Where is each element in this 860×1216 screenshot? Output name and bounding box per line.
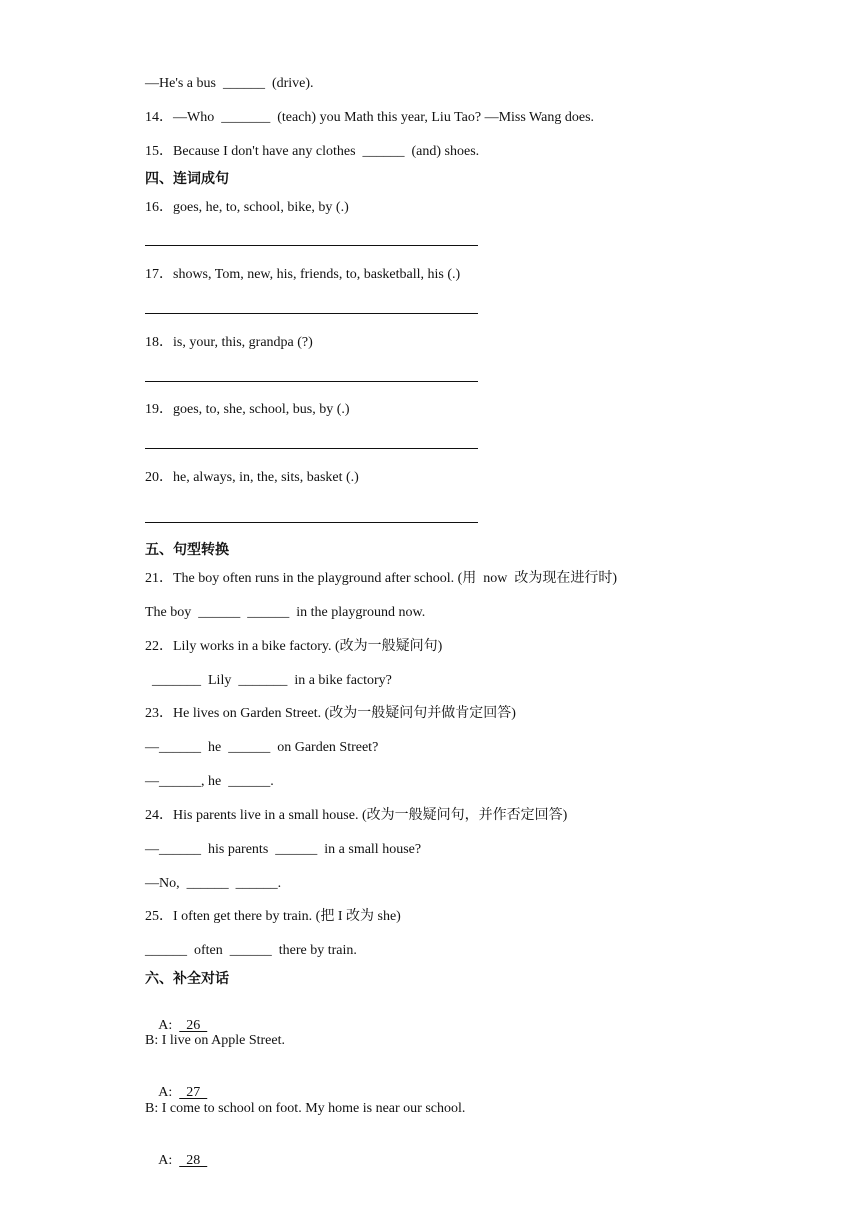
- dialogue-b-1: B: I live on Apple Street.: [145, 1033, 285, 1048]
- question-25: 25．I often get there by train. (把 I 改为 she): [145, 909, 401, 924]
- dialogue-b-2: B: I come to school on foot. My home is near our school.: [145, 1101, 466, 1116]
- question-23-answer-reply: —______, he ______.: [145, 774, 274, 789]
- question-21: 21．The boy often runs in the playground after school. (用 now 改为现在进行时): [145, 571, 618, 586]
- speaker-a-label: A:: [158, 1085, 173, 1100]
- question-24-answer-reply: —No, ______ ______.: [145, 876, 282, 891]
- question-22-answer: _______ Lily _______ in a bike factory?: [145, 673, 392, 688]
- question-20: 20．he, always, in, the, sits, basket (.): [145, 470, 359, 485]
- section-5-heading: 五、句型转换: [145, 542, 229, 558]
- blank-26: 26: [179, 1018, 208, 1033]
- section-4-heading: 四、连词成句: [145, 171, 229, 187]
- dialogue-a-28: [145, 1134, 207, 1188]
- question-16: 16．goes, he, to, school, bike, by (.): [145, 200, 349, 215]
- answer-line-17: [145, 313, 478, 314]
- question-24-answer-question: —______ his parents ______ in a small house?: [145, 842, 422, 857]
- answer-line-20: [145, 522, 478, 523]
- question-23-answer-question: —______ he ______ on Garden Street?: [145, 740, 379, 755]
- question-25-answer: ______ often ______ there by train.: [145, 943, 357, 958]
- blank-27: 27: [179, 1085, 208, 1100]
- answer-line-19: [145, 448, 478, 449]
- question-14: 14．—Who _______ (teach) you Math this year, Liu Tao? —Miss Wang does.: [145, 110, 595, 125]
- section-6-heading: 六、补全对话: [145, 971, 229, 987]
- answer-line-16: [145, 245, 478, 246]
- blank-28: 28: [179, 1153, 208, 1168]
- question-15: 15．Because I don't have any clothes ______ (and) shoes.: [145, 144, 480, 159]
- question-21-answer: The boy ______ ______ in the playground now.: [145, 605, 426, 620]
- question-22: 22．Lily works in a bike factory. (改为一般疑问句): [145, 639, 443, 654]
- question-18: 18．is, your, this, grandpa (?): [145, 335, 313, 350]
- question-17: 17．shows, Tom, new, his, friends, to, basketball, his (.): [145, 267, 461, 282]
- answer-line-18: [145, 381, 478, 382]
- question-24: 24．His parents live in a small house. (改为一般疑问句，并作否定回答): [145, 808, 568, 823]
- question-19: 19．goes, to, she, school, bus, by (.): [145, 402, 350, 417]
- speaker-a-label: A:: [158, 1018, 173, 1033]
- speaker-a-label: A:: [158, 1153, 173, 1168]
- question-13-continuation: —He's a bus ______ (drive).: [145, 76, 314, 91]
- question-23: 23．He lives on Garden Street. (改为一般疑问句并做肯定回答): [145, 706, 516, 721]
